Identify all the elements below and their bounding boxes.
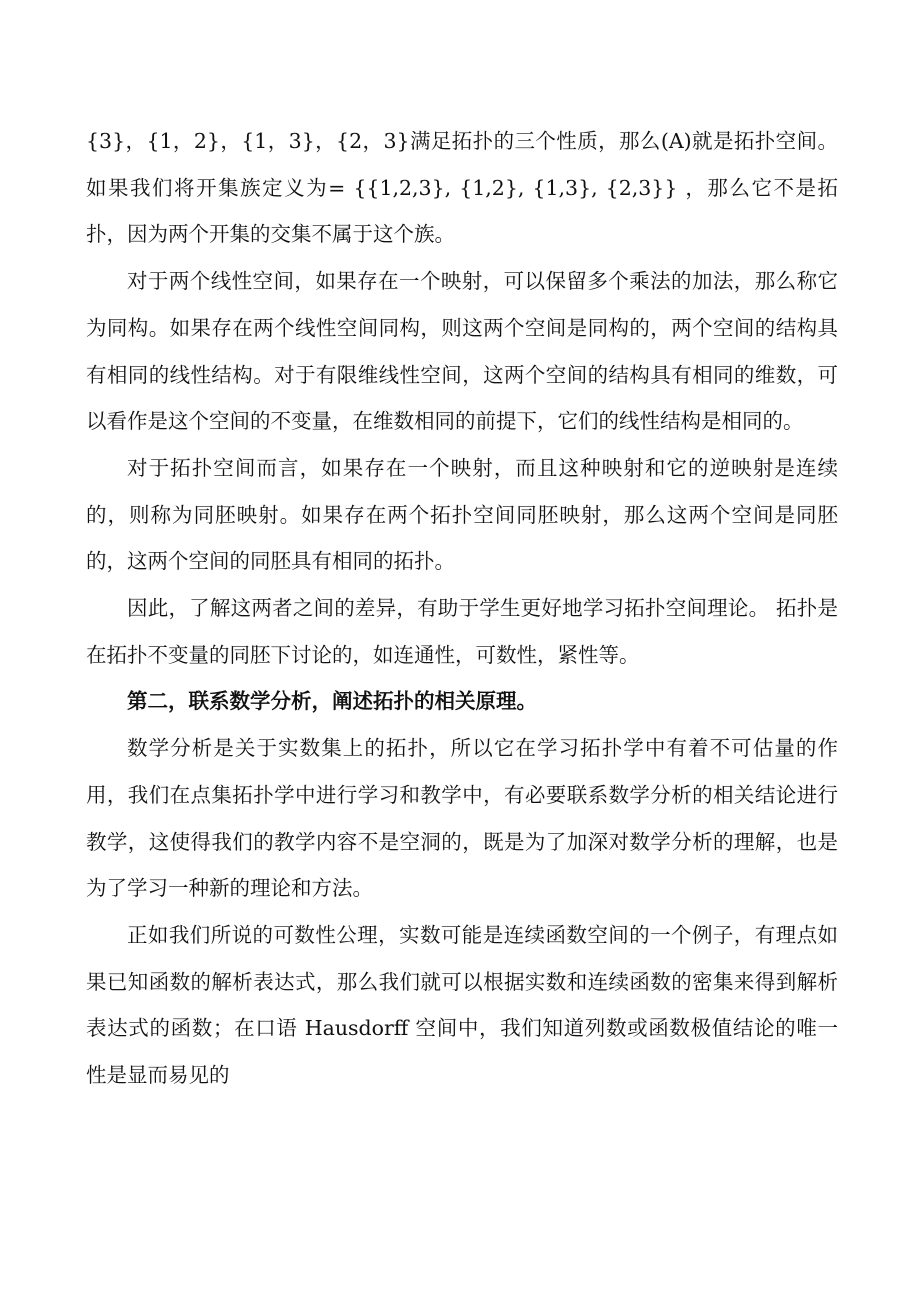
paragraph-linear-isomorphism: 对于两个线性空间，如果存在一个映射，可以保留多个乘法的加法，那么称它为同构。如果存在两个线性空间同构，则这两个空间是同构的，两个空间的结构具有相同的线性结构。对于有限维线性空间，这两个空间的结构具有相同的维数，可以看作是这个空间的不变量，在维数相同的前提下，它们的线性结构是相同的。	[86, 269, 838, 434]
paragraph-mathematical-analysis: 数学分析是关于实数集上的拓扑，所以它在学习拓扑学中有着不可估量的作用，我们在点集拓扑学中进行学习和教学中，有必要联系数学分析的相关结论进行教学，这使得我们的教学内容不是空洞的，既是为了加深对数学分析的理解，也是为了学习一种新的理论和方法。	[86, 736, 838, 901]
document-body	[86, 118, 838, 1099]
section-heading-second: 第二，联系数学分析，阐述拓扑的相关原理。	[127, 689, 537, 714]
paragraph-homeomorphism: 对于拓扑空间而言，如果存在一个映射，而且这种映射和它的逆映射是连续的，则称为同胚映射。如果存在两个拓扑空间同胚映射，那么这两个空间是同胚的，这两个空间的同胚具有相同的拓扑。	[86, 455, 838, 574]
paragraph-difference-summary: 因此，了解这两者之间的差异，有助于学生更好地学习拓扑空间理论。 拓扑是在拓扑不变量的同胚下讨论的，如连通性，可数性，紧性等。	[86, 596, 838, 667]
paragraph-topology-example: {3}，{1，2}，{1，3}，{2，3}满足拓扑的三个性质，那么(A)就是拓扑空间。如果我们将开集族定义为= {{1,2,3}, {1,2}, {1,3}, {2,3}} ，那么它不是拓扑，因为两个开集的交集不属于这个族。	[86, 129, 838, 247]
paragraph-countability-axiom: 正如我们所说的可数性公理，实数可能是连续函数空间的一个例子，有理点如果已知函数的解析表达式，那么我们就可以根据实数和连续函数的密集来得到解析表达式的函数；在口语 Hausdorff 空间中，我们知道列数或函数极值结论的唯一性是显而易见的	[86, 922, 838, 1088]
